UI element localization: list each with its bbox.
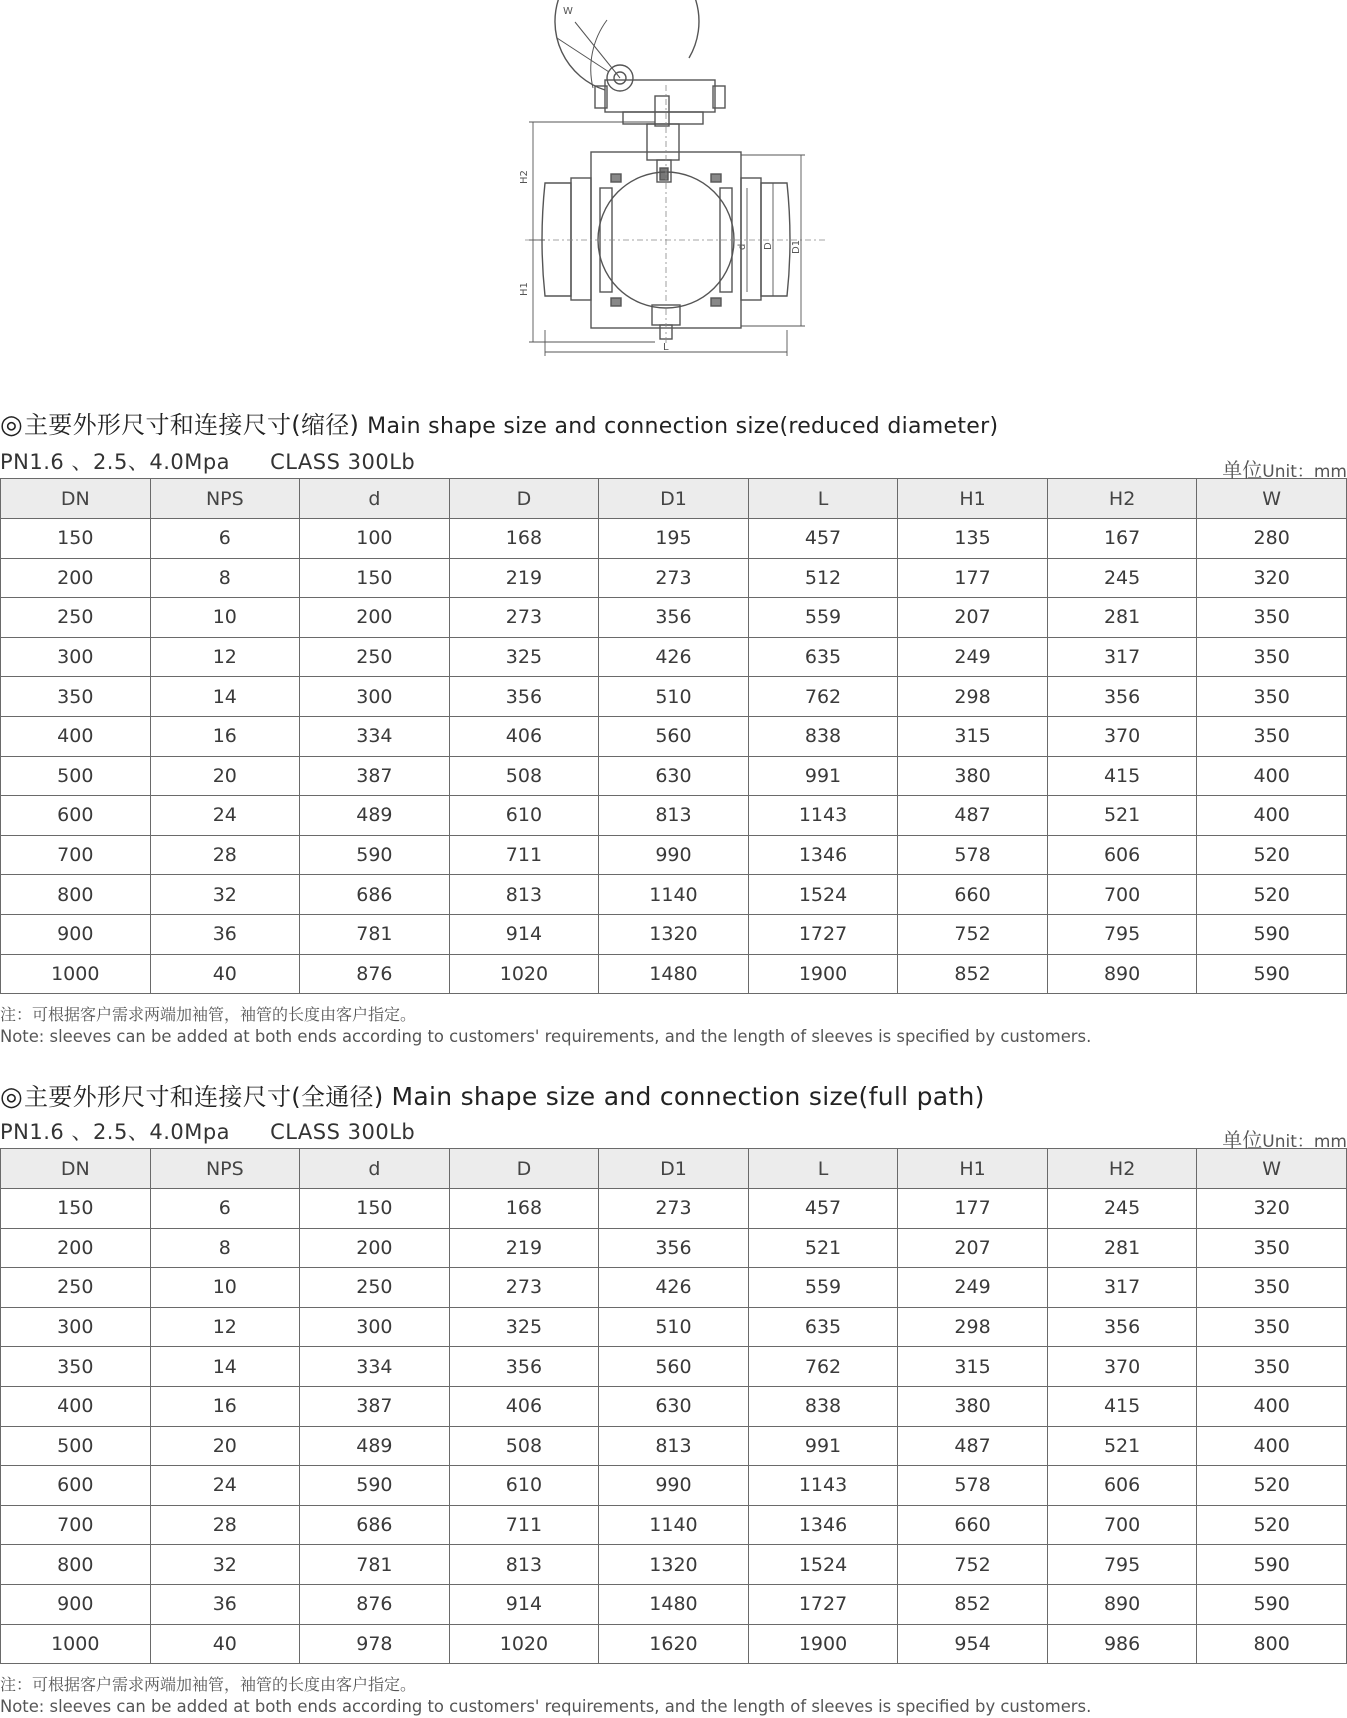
column-header: H2 xyxy=(1047,479,1197,519)
table-cell: 990 xyxy=(599,835,749,875)
table-cell: 914 xyxy=(449,1584,599,1624)
handwheel-arc xyxy=(555,0,699,90)
table-cell: 320 xyxy=(1197,558,1347,598)
column-header: H1 xyxy=(898,1149,1048,1189)
table-cell: 36 xyxy=(150,914,300,954)
table-cell: 350 xyxy=(1197,716,1347,756)
note-english: Note: sleeves can be added at both ends according to customers' requirements, and the length of sleeves is specified by customers. xyxy=(0,1697,1092,1717)
table-cell: 800 xyxy=(1197,1624,1347,1664)
table-cell: 20 xyxy=(150,1426,300,1466)
column-header: D xyxy=(449,1149,599,1189)
table-cell: 1346 xyxy=(748,1505,898,1545)
table-cell: 660 xyxy=(898,1505,1048,1545)
table-row xyxy=(1,558,1347,598)
table-cell: 273 xyxy=(599,558,749,598)
table-cell: 1900 xyxy=(748,954,898,994)
table-cell: 400 xyxy=(1197,796,1347,836)
table-row xyxy=(1,598,1347,638)
table-row xyxy=(1,796,1347,836)
column-header: NPS xyxy=(150,1149,300,1189)
table-cell: 219 xyxy=(449,558,599,598)
table-cell: 630 xyxy=(599,1386,749,1426)
table-cell: 560 xyxy=(599,716,749,756)
table-row xyxy=(1,716,1347,756)
table-cell: 890 xyxy=(1047,1584,1197,1624)
table-cell: 1143 xyxy=(748,796,898,836)
table-cell: 635 xyxy=(748,637,898,677)
table-cell: 500 xyxy=(1,756,151,796)
table-cell: 700 xyxy=(1047,875,1197,915)
table-cell: 590 xyxy=(1197,1584,1347,1624)
table-cell: 1480 xyxy=(599,954,749,994)
table-cell: 489 xyxy=(300,796,450,836)
table-cell: 150 xyxy=(1,519,151,559)
table-cell: 249 xyxy=(898,1268,1048,1308)
table-cell: 711 xyxy=(449,1505,599,1545)
table-cell: 610 xyxy=(449,796,599,836)
table-cell: 28 xyxy=(150,835,300,875)
table-cell: 8 xyxy=(150,1228,300,1268)
table-cell: 914 xyxy=(449,914,599,954)
table-row xyxy=(1,1268,1347,1308)
table-cell: 400 xyxy=(1197,1426,1347,1466)
table-cell: 954 xyxy=(898,1624,1048,1664)
table-cell: 559 xyxy=(748,598,898,638)
table-cell: 630 xyxy=(599,756,749,796)
column-header: D1 xyxy=(599,1149,749,1189)
table-cell: 200 xyxy=(1,558,151,598)
pressure-rating xyxy=(0,446,415,476)
table-cell: 559 xyxy=(748,1268,898,1308)
table-cell: 700 xyxy=(1,1505,151,1545)
table-cell: 813 xyxy=(599,1426,749,1466)
table-cell: 489 xyxy=(300,1426,450,1466)
column-header: L xyxy=(748,1149,898,1189)
table-cell: 6 xyxy=(150,1189,300,1229)
table-cell: 135 xyxy=(898,519,1048,559)
label-d1: D1 xyxy=(791,239,802,254)
table-cell: 298 xyxy=(898,1307,1048,1347)
table-cell: 686 xyxy=(300,1505,450,1545)
table-row xyxy=(1,875,1347,915)
table-row xyxy=(1,1347,1347,1387)
table-cell: 250 xyxy=(1,598,151,638)
label-l: L xyxy=(663,342,669,353)
table-cell: 14 xyxy=(150,677,300,717)
table-cell: 150 xyxy=(1,1189,151,1229)
table-cell: 250 xyxy=(300,1268,450,1308)
table-cell: 14 xyxy=(150,1347,300,1387)
table-cell: 356 xyxy=(599,1228,749,1268)
table-cell: 606 xyxy=(1047,1466,1197,1506)
table-cell: 356 xyxy=(449,677,599,717)
table-cell: 356 xyxy=(1047,677,1197,717)
table-cell: 150 xyxy=(300,558,450,598)
table-cell: 635 xyxy=(748,1307,898,1347)
column-header: H2 xyxy=(1047,1149,1197,1189)
table-cell: 350 xyxy=(1197,1268,1347,1308)
table-row xyxy=(1,835,1347,875)
section-reduced xyxy=(0,410,1347,1048)
table-cell: 40 xyxy=(150,954,300,994)
table-cell: 512 xyxy=(748,558,898,598)
table-cell: 900 xyxy=(1,1584,151,1624)
table-row xyxy=(1,954,1347,994)
table-cell: 876 xyxy=(300,954,450,994)
column-header: W xyxy=(1197,479,1347,519)
label-h1: H1 xyxy=(519,282,530,296)
table-cell: 900 xyxy=(1,914,151,954)
table-row xyxy=(1,1189,1347,1229)
table-cell: 415 xyxy=(1047,1386,1197,1426)
table-cell: 600 xyxy=(1,1466,151,1506)
table-row xyxy=(1,1466,1347,1506)
table-cell: 686 xyxy=(300,875,450,915)
table-cell: 487 xyxy=(898,1426,1048,1466)
table-cell: 521 xyxy=(1047,796,1197,836)
table-cell: 1900 xyxy=(748,1624,898,1664)
valve-drawing xyxy=(515,0,845,362)
dimension-table-reduced xyxy=(0,478,1347,994)
table-cell: 520 xyxy=(1197,1466,1347,1506)
table-cell: 350 xyxy=(1197,677,1347,717)
table-cell: 356 xyxy=(599,598,749,638)
column-header: d xyxy=(300,479,450,519)
note-english: Note: sleeves can be added at both ends according to customers' requirements, and the length of sleeves is specified by customers. xyxy=(0,1027,1092,1047)
table-cell: 317 xyxy=(1047,637,1197,677)
table-cell: 281 xyxy=(1047,1228,1197,1268)
table-cell: 813 xyxy=(449,1545,599,1585)
unit-label: 单位Unit：mm xyxy=(1222,1128,1347,1152)
table-cell: 325 xyxy=(449,1307,599,1347)
table-cell: 273 xyxy=(599,1189,749,1229)
table-cell: 1480 xyxy=(599,1584,749,1624)
pressure-pn: PN1.6 、2.5、4.0Mpa xyxy=(0,1120,231,1144)
table-header-row xyxy=(1,1149,1347,1189)
table-cell: 1620 xyxy=(599,1624,749,1664)
table-cell: 406 xyxy=(449,716,599,756)
table-cell: 350 xyxy=(1197,1307,1347,1347)
label-d-small: d xyxy=(737,243,748,250)
table-cell: 150 xyxy=(300,1189,450,1229)
table-cell: 356 xyxy=(1047,1307,1197,1347)
table-cell: 838 xyxy=(748,716,898,756)
table-cell: 500 xyxy=(1,1426,151,1466)
table-cell: 508 xyxy=(449,1426,599,1466)
table-cell: 400 xyxy=(1,716,151,756)
table-cell: 560 xyxy=(599,1347,749,1387)
table-cell: 281 xyxy=(1047,598,1197,638)
table-cell: 876 xyxy=(300,1584,450,1624)
table-row xyxy=(1,1584,1347,1624)
table-cell: 426 xyxy=(599,1268,749,1308)
table-row xyxy=(1,1624,1347,1664)
table-cell: 300 xyxy=(300,677,450,717)
table-cell: 100 xyxy=(300,519,450,559)
table-cell: 752 xyxy=(898,1545,1048,1585)
table-row xyxy=(1,756,1347,796)
section-full xyxy=(0,1082,1347,1718)
table-cell: 890 xyxy=(1047,954,1197,994)
table-cell: 781 xyxy=(300,1545,450,1585)
table-row xyxy=(1,519,1347,559)
table-cell: 207 xyxy=(898,1228,1048,1268)
table-cell: 700 xyxy=(1,835,151,875)
title-en: Main shape size and connection size(full path) xyxy=(391,1082,985,1111)
table-cell: 457 xyxy=(748,1189,898,1229)
table-cell: 20 xyxy=(150,756,300,796)
table-cell: 200 xyxy=(1,1228,151,1268)
table-cell: 300 xyxy=(1,1307,151,1347)
table-row xyxy=(1,1307,1347,1347)
table-cell: 762 xyxy=(748,1347,898,1387)
table-cell: 10 xyxy=(150,1268,300,1308)
table-cell: 350 xyxy=(1,1347,151,1387)
table-cell: 800 xyxy=(1,1545,151,1585)
table-cell: 356 xyxy=(449,1347,599,1387)
table-cell: 1727 xyxy=(748,914,898,954)
table-cell: 487 xyxy=(898,796,1048,836)
table-cell: 387 xyxy=(300,1386,450,1426)
table-cell: 590 xyxy=(1197,914,1347,954)
column-header: d xyxy=(300,1149,450,1189)
table-cell: 852 xyxy=(898,954,1048,994)
table-cell: 700 xyxy=(1047,1505,1197,1545)
table-cell: 200 xyxy=(300,598,450,638)
label-h2: H2 xyxy=(519,170,530,184)
table-cell: 1320 xyxy=(599,914,749,954)
table-cell: 590 xyxy=(1197,1545,1347,1585)
table-cell: 300 xyxy=(300,1307,450,1347)
section-symbol: ◎ xyxy=(0,410,23,440)
table-cell: 1020 xyxy=(449,1624,599,1664)
table-cell: 521 xyxy=(748,1228,898,1268)
table-row xyxy=(1,637,1347,677)
table-cell: 1346 xyxy=(748,835,898,875)
table-cell: 508 xyxy=(449,756,599,796)
table-cell: 245 xyxy=(1047,1189,1197,1229)
table-cell: 273 xyxy=(449,1268,599,1308)
table-cell: 600 xyxy=(1,796,151,836)
table-cell: 520 xyxy=(1197,1505,1347,1545)
table-cell: 1320 xyxy=(599,1545,749,1585)
column-header: D xyxy=(449,479,599,519)
label-d-large: D xyxy=(763,242,774,250)
table-row xyxy=(1,677,1347,717)
table-cell: 400 xyxy=(1197,1386,1347,1426)
table-cell: 6 xyxy=(150,519,300,559)
table-row xyxy=(1,1505,1347,1545)
table-cell: 457 xyxy=(748,519,898,559)
table-header-row xyxy=(1,479,1347,519)
column-header: DN xyxy=(1,479,151,519)
table-cell: 660 xyxy=(898,875,1048,915)
table-cell: 795 xyxy=(1047,1545,1197,1585)
column-header: L xyxy=(748,479,898,519)
table-cell: 40 xyxy=(150,1624,300,1664)
table-cell: 249 xyxy=(898,637,1048,677)
table-cell: 32 xyxy=(150,875,300,915)
table-cell: 177 xyxy=(898,1189,1048,1229)
dimension-table-full xyxy=(0,1148,1347,1664)
table-cell: 370 xyxy=(1047,716,1197,756)
title-cn: 主要外形尺寸和连接尺寸(缩径) xyxy=(24,411,360,439)
table-cell: 578 xyxy=(898,835,1048,875)
table-cell: 315 xyxy=(898,1347,1048,1387)
table-cell: 12 xyxy=(150,637,300,677)
table-cell: 350 xyxy=(1197,598,1347,638)
table-cell: 250 xyxy=(300,637,450,677)
label-w: W xyxy=(563,6,573,17)
table-row xyxy=(1,914,1347,954)
table-cell: 590 xyxy=(300,1466,450,1506)
table-cell: 578 xyxy=(898,1466,1048,1506)
table-cell: 350 xyxy=(1197,1347,1347,1387)
table-cell: 978 xyxy=(300,1624,450,1664)
table-cell: 10 xyxy=(150,598,300,638)
table-cell: 606 xyxy=(1047,835,1197,875)
table-cell: 400 xyxy=(1,1386,151,1426)
table-cell: 520 xyxy=(1197,875,1347,915)
title-cn: 主要外形尺寸和连接尺寸(全通径) xyxy=(24,1083,384,1111)
table-cell: 1000 xyxy=(1,1624,151,1664)
table-cell: 1020 xyxy=(449,954,599,994)
table-cell: 32 xyxy=(150,1545,300,1585)
table-cell: 334 xyxy=(300,1347,450,1387)
table-cell: 1140 xyxy=(599,1505,749,1545)
table-cell: 1524 xyxy=(748,1545,898,1585)
table-cell: 590 xyxy=(300,835,450,875)
table-cell: 852 xyxy=(898,1584,1048,1624)
table-cell: 200 xyxy=(300,1228,450,1268)
table-cell: 520 xyxy=(1197,835,1347,875)
table-cell: 610 xyxy=(449,1466,599,1506)
table-cell: 317 xyxy=(1047,1268,1197,1308)
table-cell: 752 xyxy=(898,914,1048,954)
table-cell: 795 xyxy=(1047,914,1197,954)
table-cell: 1727 xyxy=(748,1584,898,1624)
section-title xyxy=(0,410,1347,442)
section-symbol: ◎ xyxy=(0,1082,23,1112)
table-cell: 300 xyxy=(1,637,151,677)
table-cell: 250 xyxy=(1,1268,151,1308)
table-cell: 380 xyxy=(898,756,1048,796)
column-header: NPS xyxy=(150,479,300,519)
table-cell: 711 xyxy=(449,835,599,875)
pressure-class: CLASS 300Lb xyxy=(270,450,416,474)
table-cell: 1143 xyxy=(748,1466,898,1506)
table-row xyxy=(1,1545,1347,1585)
column-header: H1 xyxy=(898,479,1048,519)
table-cell: 28 xyxy=(150,1505,300,1545)
table-cell: 177 xyxy=(898,558,1048,598)
table-cell: 510 xyxy=(599,1307,749,1347)
table-cell: 320 xyxy=(1197,1189,1347,1229)
table-cell: 350 xyxy=(1197,1228,1347,1268)
table-cell: 813 xyxy=(449,875,599,915)
table-cell: 426 xyxy=(599,637,749,677)
note-chinese: 注：可根据客户需求两端加袖管，袖管的长度由客户指定。 xyxy=(0,1005,417,1025)
table-cell: 350 xyxy=(1197,637,1347,677)
table-cell: 245 xyxy=(1047,558,1197,598)
table-body xyxy=(1,1189,1347,1664)
column-header: DN xyxy=(1,1149,151,1189)
table-cell: 168 xyxy=(449,1189,599,1229)
table-cell: 838 xyxy=(748,1386,898,1426)
table-cell: 325 xyxy=(449,637,599,677)
pressure-class: CLASS 300Lb xyxy=(270,1120,416,1144)
table-cell: 273 xyxy=(449,598,599,638)
table-cell: 350 xyxy=(1,677,151,717)
table-cell: 813 xyxy=(599,796,749,836)
table-cell: 986 xyxy=(1047,1624,1197,1664)
table-cell: 406 xyxy=(449,1386,599,1426)
table-cell: 1524 xyxy=(748,875,898,915)
title-en: Main shape size and connection size(reduced diameter) xyxy=(367,414,999,439)
table-cell: 370 xyxy=(1047,1347,1197,1387)
table-cell: 334 xyxy=(300,716,450,756)
table-cell: 24 xyxy=(150,796,300,836)
pressure-rating xyxy=(0,1116,415,1146)
table-cell: 298 xyxy=(898,677,1048,717)
table-cell: 991 xyxy=(748,756,898,796)
table-cell: 990 xyxy=(599,1466,749,1506)
table-cell: 521 xyxy=(1047,1426,1197,1466)
table-cell: 24 xyxy=(150,1466,300,1506)
unit-label: 单位Unit：mm xyxy=(1222,458,1347,482)
section-title xyxy=(0,1082,1347,1112)
table-cell: 387 xyxy=(300,756,450,796)
table-cell: 8 xyxy=(150,558,300,598)
table-cell: 1140 xyxy=(599,875,749,915)
note-chinese: 注：可根据客户需求两端加袖管，袖管的长度由客户指定。 xyxy=(0,1675,417,1695)
table-cell: 510 xyxy=(599,677,749,717)
table-row xyxy=(1,1228,1347,1268)
table-cell: 168 xyxy=(449,519,599,559)
table-cell: 800 xyxy=(1,875,151,915)
table-cell: 207 xyxy=(898,598,1048,638)
column-header: D1 xyxy=(599,479,749,519)
table-cell: 16 xyxy=(150,1386,300,1426)
table-cell: 400 xyxy=(1197,756,1347,796)
table-cell: 219 xyxy=(449,1228,599,1268)
table-cell: 167 xyxy=(1047,519,1197,559)
table-body xyxy=(1,519,1347,994)
table-cell: 315 xyxy=(898,716,1048,756)
table-cell: 12 xyxy=(150,1307,300,1347)
table-cell: 380 xyxy=(898,1386,1048,1426)
table-cell: 36 xyxy=(150,1584,300,1624)
table-cell: 781 xyxy=(300,914,450,954)
table-cell: 415 xyxy=(1047,756,1197,796)
table-cell: 762 xyxy=(748,677,898,717)
table-row xyxy=(1,1426,1347,1466)
table-cell: 195 xyxy=(599,519,749,559)
table-cell: 1000 xyxy=(1,954,151,994)
column-header: W xyxy=(1197,1149,1347,1189)
table-cell: 991 xyxy=(748,1426,898,1466)
table-cell: 590 xyxy=(1197,954,1347,994)
table-cell: 16 xyxy=(150,716,300,756)
pressure-pn: PN1.6 、2.5、4.0Mpa xyxy=(0,450,231,474)
table-cell: 280 xyxy=(1197,519,1347,559)
table-row xyxy=(1,1386,1347,1426)
